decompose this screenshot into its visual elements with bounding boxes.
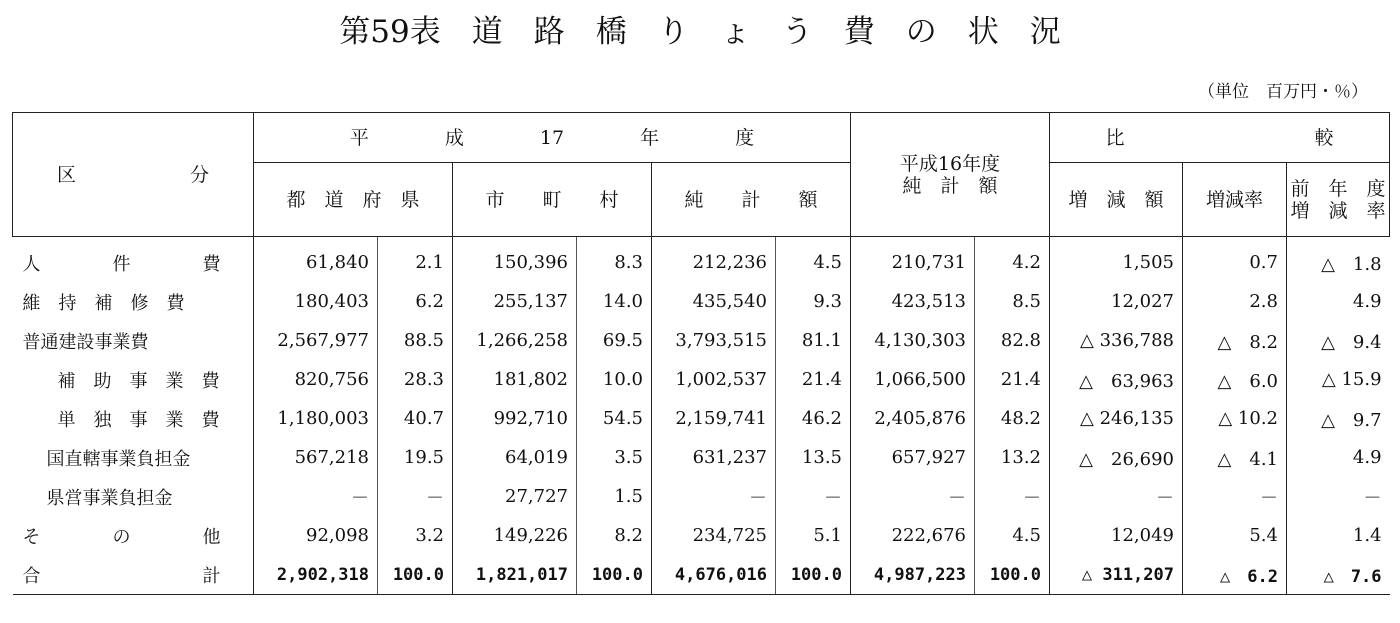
row-value: △ 4.1	[1183, 438, 1287, 477]
row-value: 54.5	[577, 399, 652, 438]
row-value: 4,676,016	[652, 555, 776, 595]
row-value: 992,710	[453, 399, 577, 438]
row-value: 92,098	[254, 516, 378, 555]
row-value: 2,567,977	[254, 321, 378, 360]
row-value: △ 9.4	[1321, 331, 1382, 353]
row-value: 21.4	[776, 360, 851, 399]
row-value: －	[776, 477, 851, 516]
header-change-amount: 増 減 額	[1050, 163, 1183, 237]
header-net-total: 純 計 額	[652, 163, 851, 237]
row-value: 423,513	[851, 282, 975, 321]
row-value: 820,756	[254, 360, 378, 399]
row-label: 国直轄事業負担金	[13, 438, 254, 477]
header-fy16-line2: 純 計 額	[902, 174, 998, 197]
row-value: 4.9	[1352, 447, 1382, 468]
row-value: 100.0	[378, 555, 453, 595]
row-value: 10.0	[577, 360, 652, 399]
table-body	[13, 237, 1390, 595]
table-row	[13, 321, 1390, 360]
row-value: 5.1	[776, 516, 851, 555]
row-value: 1.5	[577, 477, 652, 516]
header-category: 区 分	[13, 113, 254, 237]
row-value: 150,396	[453, 237, 577, 283]
row-value: 222,676	[851, 516, 975, 555]
row-value: 657,927	[851, 438, 975, 477]
row-value: －	[1363, 487, 1382, 509]
row-value: 100.0	[975, 555, 1050, 595]
row-value: △ 26,690	[1050, 438, 1183, 477]
row-value: 234,725	[652, 516, 776, 555]
row-value: 3.5	[577, 438, 652, 477]
row-value: 13.2	[975, 438, 1050, 477]
row-value: △ 8.2	[1183, 321, 1287, 360]
row-value: 4,130,303	[851, 321, 975, 360]
header-fy17: 平 成 17 年 度	[254, 113, 851, 163]
row-label: 普通建設事業費	[13, 321, 254, 360]
row-value: 19.5	[378, 438, 453, 477]
row-value: 1,180,003	[254, 399, 378, 438]
header-prev-line2: 増 減 率	[1290, 199, 1386, 222]
row-value: －	[975, 477, 1050, 516]
row-value: 210,731	[851, 237, 975, 283]
row-value: 4.5	[776, 237, 851, 283]
table-row	[13, 438, 1390, 477]
row-value: 69.5	[577, 321, 652, 360]
row-value: 435,540	[652, 282, 776, 321]
row-value: 2.8	[1183, 282, 1287, 321]
header-prefecture: 都 道 府 県	[254, 163, 453, 237]
row-value: 100.0	[776, 555, 851, 595]
table-row	[13, 555, 1390, 595]
row-value: 6.2	[378, 282, 453, 321]
row-value: 48.2	[975, 399, 1050, 438]
table-row	[13, 399, 1390, 438]
row-value: 181,802	[453, 360, 577, 399]
row-value: 28.3	[378, 360, 453, 399]
row-value: 8.3	[577, 237, 652, 283]
row-value: 0.7	[1183, 237, 1287, 283]
row-value: 4.9	[1352, 291, 1382, 312]
row-value: 21.4	[975, 360, 1050, 399]
header-fy16	[851, 113, 1050, 237]
row-value: △ 15.9	[1321, 369, 1382, 390]
row-label: そ の 他	[13, 516, 254, 555]
row-value: 3.2	[378, 516, 453, 555]
table-row	[13, 282, 1390, 321]
row-value: 88.5	[378, 321, 453, 360]
row-value: 27,727	[453, 477, 577, 516]
row-value: 9.3	[776, 282, 851, 321]
row-value: 567,218	[254, 438, 378, 477]
row-label: 維 持 補 修 費	[13, 282, 254, 321]
row-value: 631,237	[652, 438, 776, 477]
row-value: 180,403	[254, 282, 378, 321]
header-comparison: 比 較	[1050, 113, 1390, 163]
table-row	[13, 477, 1390, 516]
row-value: 12,049	[1050, 516, 1183, 555]
row-value: －	[254, 477, 378, 516]
row-value: 3,793,515	[652, 321, 776, 360]
header-change-rate: 増減率	[1183, 163, 1287, 237]
row-value: 13.5	[776, 438, 851, 477]
row-value: 149,226	[453, 516, 577, 555]
row-label: 合 計	[13, 555, 254, 595]
row-value: 64,019	[453, 438, 577, 477]
row-value: △ 10.2	[1183, 399, 1287, 438]
row-value: △ 1.8	[1321, 253, 1382, 275]
row-label: 単 独 事 業 費	[13, 399, 254, 438]
header-municipality: 市 町 村	[453, 163, 652, 237]
row-value: △ 311,207	[1050, 555, 1183, 595]
unit-note: （単位 百万円・％）	[1198, 82, 1368, 102]
table-row	[13, 237, 1390, 283]
row-value: 1,066,500	[851, 360, 975, 399]
row-value: 1,002,537	[652, 360, 776, 399]
table-row	[13, 360, 1390, 399]
road-bridge-cost-table	[12, 112, 1390, 595]
row-value: 81.1	[776, 321, 851, 360]
row-value: 2,159,741	[652, 399, 776, 438]
row-value: －	[1050, 477, 1183, 516]
row-value: 1,505	[1050, 237, 1183, 283]
row-label: 人 件 費	[13, 237, 254, 283]
row-value: 100.0	[577, 555, 652, 595]
row-value: 8.5	[975, 282, 1050, 321]
row-value: △ 6.0	[1183, 360, 1287, 399]
row-value: 12,027	[1050, 282, 1183, 321]
row-value: 2.1	[378, 237, 453, 283]
row-value: 2,405,876	[851, 399, 975, 438]
row-value: －	[1183, 477, 1287, 516]
table-row	[13, 516, 1390, 555]
row-value: △ 336,788	[1050, 321, 1183, 360]
header-fy16-line1: 平成16年度	[899, 152, 1001, 175]
row-value: △ 6.2	[1183, 555, 1287, 595]
row-value: △ 63,963	[1050, 360, 1183, 399]
header-prev-change-rate	[1287, 163, 1390, 237]
row-value: 212,236	[652, 237, 776, 283]
row-value: △ 9.7	[1321, 409, 1382, 431]
row-value: 61,840	[254, 237, 378, 283]
row-value: 4.2	[975, 237, 1050, 283]
row-value: 4,987,223	[851, 555, 975, 595]
row-value: －	[652, 477, 776, 516]
row-value: －	[378, 477, 453, 516]
row-value: 1,266,258	[453, 321, 577, 360]
row-value: －	[851, 477, 975, 516]
row-value: 82.8	[975, 321, 1050, 360]
row-label: 補 助 事 業 費	[13, 360, 254, 399]
row-value: 14.0	[577, 282, 652, 321]
row-value: 1,821,017	[453, 555, 577, 595]
row-value: 5.4	[1183, 516, 1287, 555]
row-value: 40.7	[378, 399, 453, 438]
row-value: 1.4	[1352, 525, 1382, 546]
row-value: △ 7.6	[1287, 555, 1390, 595]
row-value: △ 246,135	[1050, 399, 1183, 438]
row-value: 8.2	[577, 516, 652, 555]
row-value: 2,902,318	[254, 555, 378, 595]
row-value: 255,137	[453, 282, 577, 321]
row-value: 46.2	[776, 399, 851, 438]
header-prev-line1: 前 年 度	[1290, 177, 1386, 200]
row-value: 4.5	[975, 516, 1050, 555]
row-label: 県営事業負担金	[13, 477, 254, 516]
page-title: 第59表 道 路 橋 り ょ う 費 の 状 況	[339, 14, 1061, 50]
